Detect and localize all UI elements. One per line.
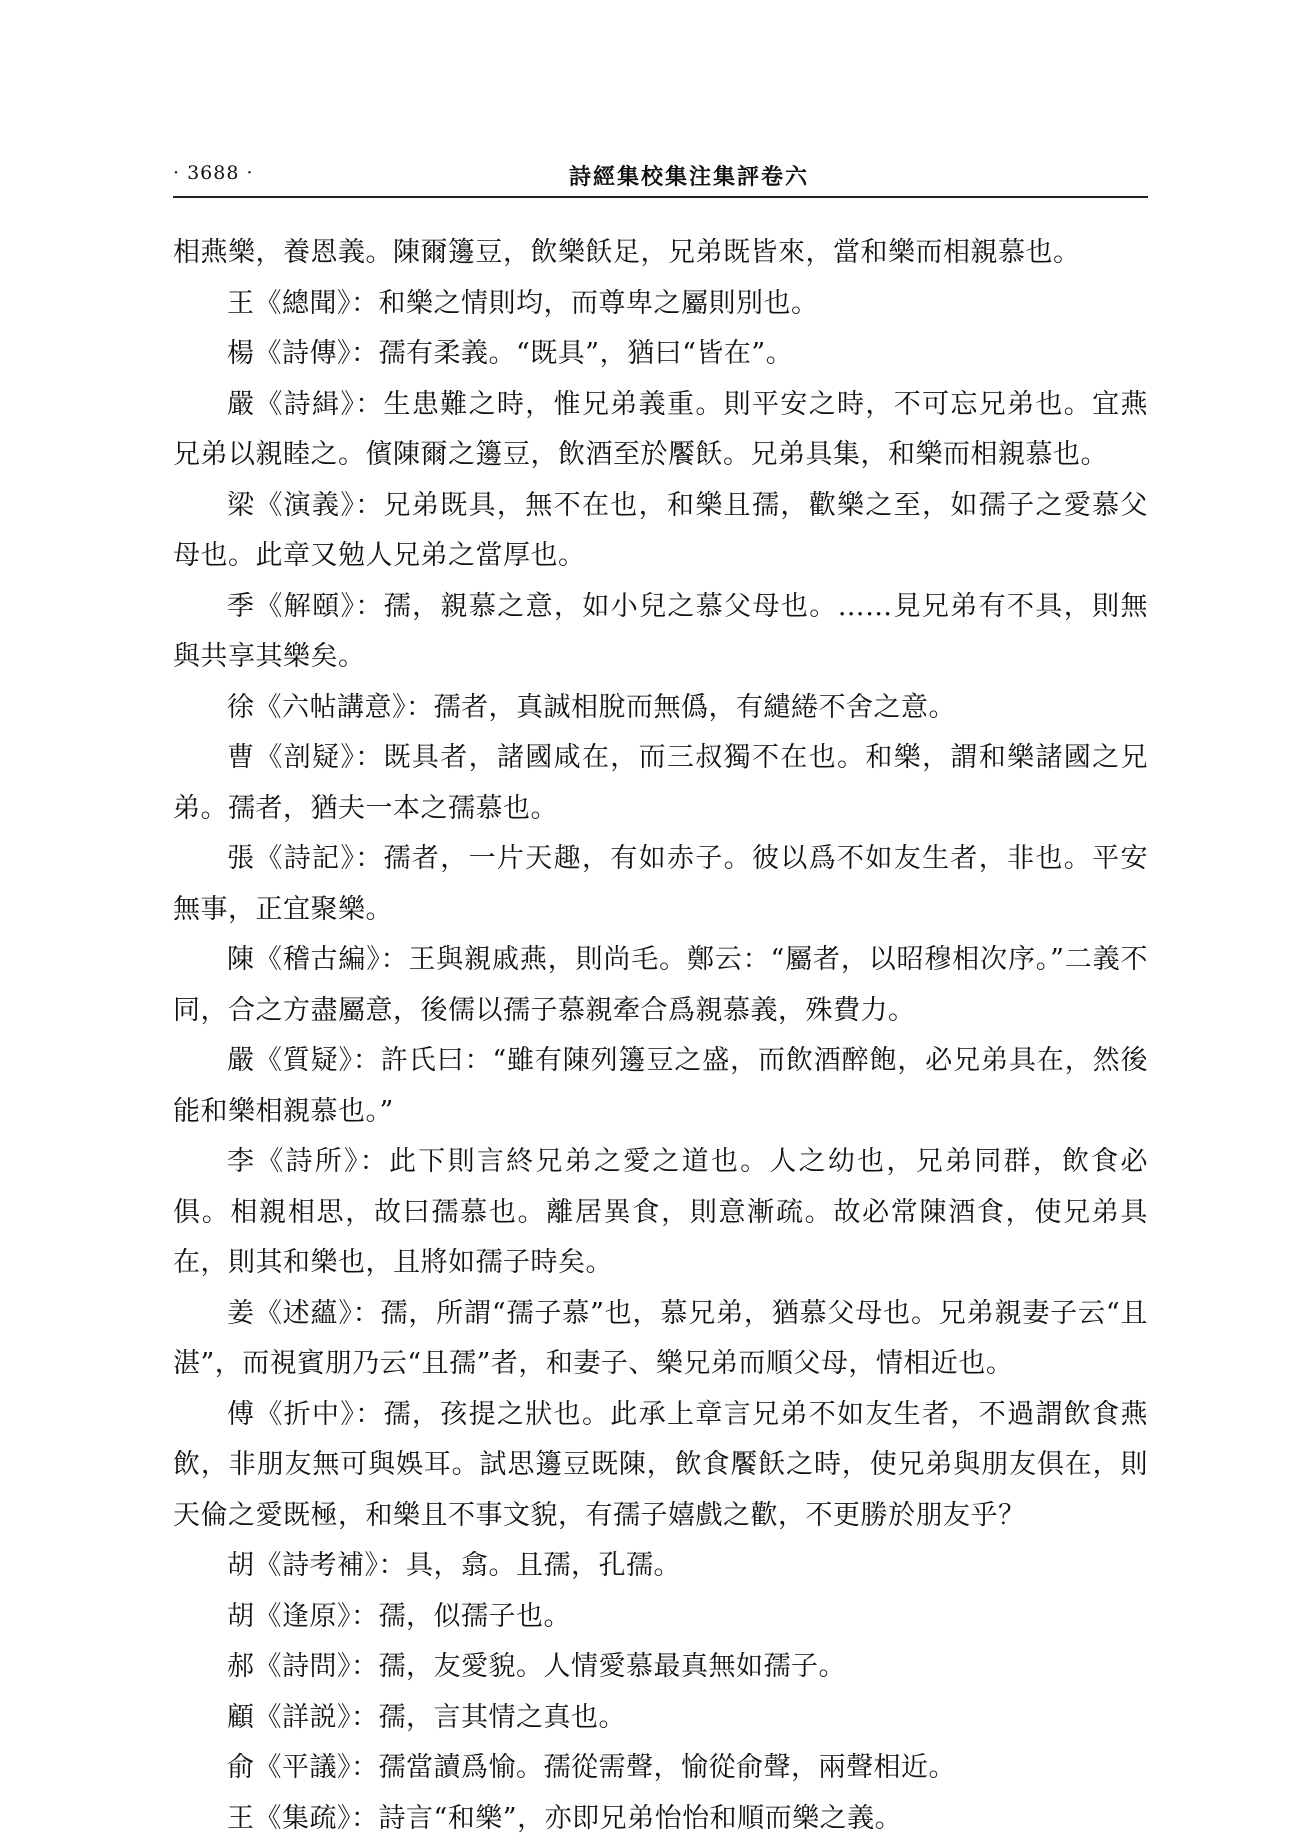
- paragraph: 俞《平議》：孺當讀爲愉。孺從需聲，愉從俞聲，兩聲相近。: [173, 1743, 1148, 1794]
- paragraph: 李《詩所》：此下則言終兄弟之愛之道也。人之幼也，兄弟同群，飲食必俱。相親相思，故曰孺慕也。離居異食，則意漸疏。故必常陳酒食，使兄弟具在，則其和樂也，且將如孺子時矣。: [173, 1137, 1148, 1289]
- page-number: · 3688 ·: [173, 162, 254, 184]
- body-text: [173, 228, 1148, 1844]
- paragraph: 陳《稽古編》：王與親戚燕，則尚毛。鄭云：“屬者，以昭穆相次序。”二義不同，合之方盡屬意，後儒以孺子慕親牽合爲親慕義，殊費力。: [173, 935, 1148, 1036]
- paragraph: 季《解頤》：孺，親慕之意，如小兒之慕父母也。……見兄弟有不具，則無與共享其樂矣。: [173, 582, 1148, 683]
- paragraph: 梁《演義》：兄弟既具，無不在也，和樂且孺，歡樂之至，如孺子之愛慕父母也。此章又勉人兄弟之當厚也。: [173, 481, 1148, 582]
- paragraph: 胡《詩考補》：具，翕。且孺，孔孺。: [173, 1541, 1148, 1592]
- paragraph: 胡《逢原》：孺，似孺子也。: [173, 1592, 1148, 1643]
- running-title: 詩經集校集注集評卷六: [173, 160, 1145, 191]
- page-header: [173, 158, 1145, 188]
- header-rule: [173, 196, 1148, 198]
- paragraph: 曹《剖疑》：既具者，諸國咸在，而三叔獨不在也。和樂，謂和樂諸國之兄弟。孺者，猶夫一本之孺慕也。: [173, 733, 1148, 834]
- paragraph: 嚴《詩緝》：生患難之時，惟兄弟義重。則平安之時，不可忘兄弟也。宜燕兄弟以親睦之。儐陳爾之籩豆，飲酒至於饜飫。兄弟具集，和樂而相親慕也。: [173, 380, 1148, 481]
- paragraph: 徐《六帖講意》：孺者，真誠相脫而無僞，有繾綣不舍之意。: [173, 683, 1148, 734]
- paragraph: 郝《詩問》：孺，友愛貌。人情愛慕最真無如孺子。: [173, 1642, 1148, 1693]
- paragraph: 相燕樂，養恩義。陳爾籩豆，飲樂飫足，兄弟既皆來，當和樂而相親慕也。: [173, 228, 1148, 279]
- paragraph: 王《總聞》：和樂之情則均，而尊卑之屬則別也。: [173, 279, 1148, 330]
- paragraph: 姜《述蘊》：孺，所謂“孺子慕”也，慕兄弟，猶慕父母也。兄弟親妻子云“且湛”，而視賓朋乃云“且孺”者，和妻子、樂兄弟而順父母，情相近也。: [173, 1289, 1148, 1390]
- paragraph: 張《詩記》：孺者，一片天趣，有如赤子。彼以爲不如友生者，非也。平安無事，正宜聚樂。: [173, 834, 1148, 935]
- paragraph: 楊《詩傳》：孺有柔義。“既具”，猶曰“皆在”。: [173, 329, 1148, 380]
- paragraph: 傅《折中》：孺，孩提之狀也。此承上章言兄弟不如友生者，不過謂飲食燕飲，非朋友無可與娛耳。試思籩豆既陳，飲食饜飫之時，使兄弟與朋友俱在，則天倫之愛既極，和樂且不事文貌，有孺子嬉戲之歡，不更勝於朋友乎？: [173, 1390, 1148, 1542]
- paragraph: 王《集疏》：詩言“和樂”，亦即兄弟怡怡和順而樂之義。: [173, 1794, 1148, 1844]
- paragraph: 顧《詳説》：孺，言其情之真也。: [173, 1693, 1148, 1744]
- paragraph: 嚴《質疑》：許氏曰：“雖有陳列籩豆之盛，而飲酒醉飽，必兄弟具在，然後能和樂相親慕也。”: [173, 1036, 1148, 1137]
